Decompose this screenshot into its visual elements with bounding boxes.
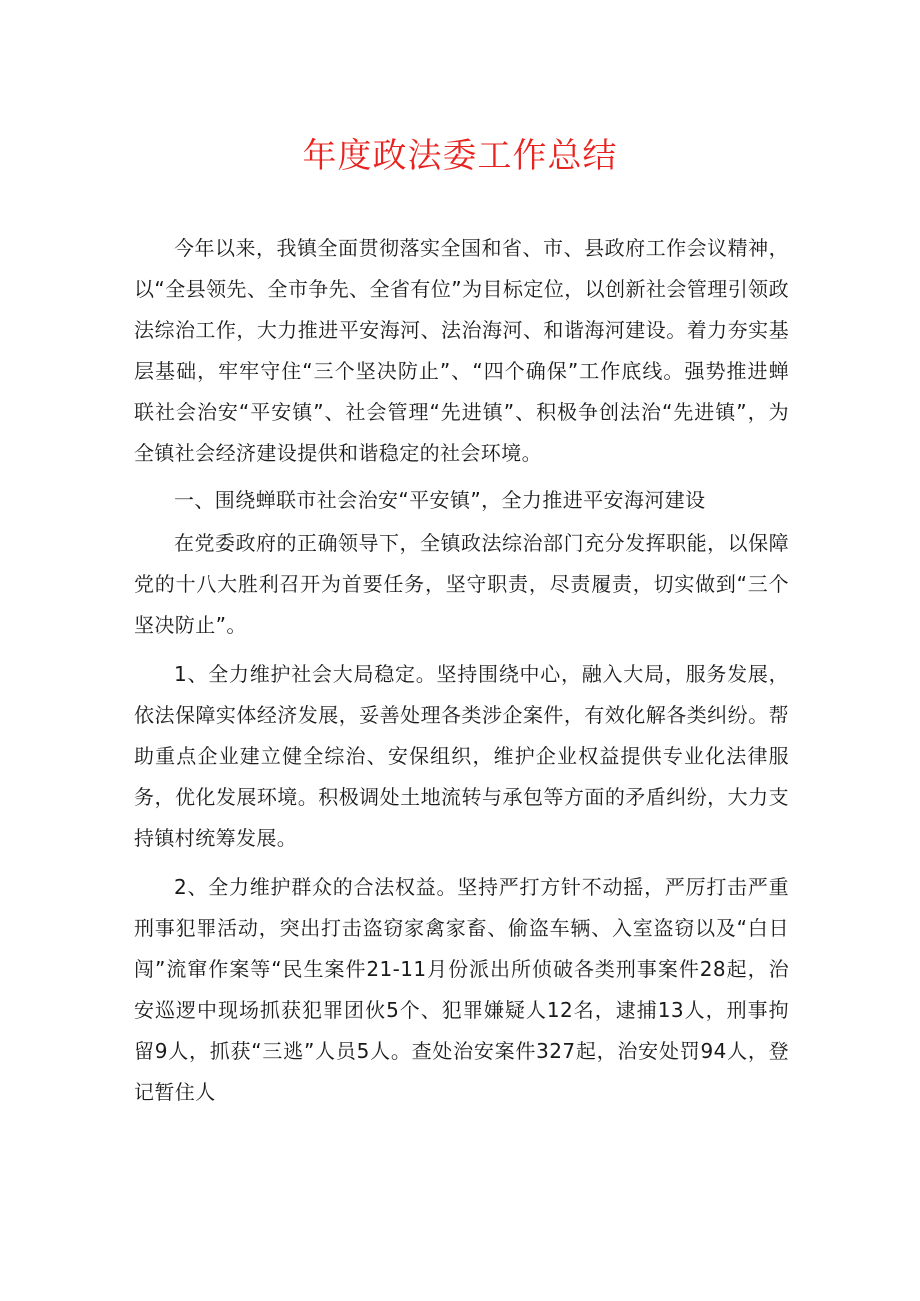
intro-paragraph: 今年以来，我镇全面贯彻落实全国和省、市、县政府工作会议精神，以“全县领先、全市争先、全省有位”为目标定位，以创新社会管理引领政法综治工作，大力推进平安海河、法治海河、和谐海河建设。着力夯实基层基础，牢牢守住“三个坚决防止”、“四个确保”工作底线。强势推进蝉联社会治安“平安镇”、社会管理“先进镇”、积极争创法治“先进镇”，为全镇社会经济建设提供和谐稳定的社会环境。 bbox=[134, 236, 789, 465]
document-title: 年度政法委工作总结 bbox=[302, 136, 618, 176]
item-1-paragraph: 1、全力维护社会大局稳定。坚持围绕中心，融入大局，服务发展，依法保障实体经济发展，妥善处理各类涉企案件，有效化解各类纠纷。帮助重点企业建立健全综治、安保组织，维护企业权益提供专业化法律服务，优化发展环境。积极调处土地流转与承包等方面的矛盾纠纷，大力支持镇村统筹发展。 bbox=[134, 662, 789, 850]
section-heading: 一、围绕蝉联市社会治安“平安镇”，全力推进平安海河建设 bbox=[174, 488, 706, 512]
document-body bbox=[134, 228, 789, 1113]
item-2-paragraph: 2、全力维护群众的合法权益。坚持严打方针不动摇，严厉打击严重刑事犯罪活动，突出打击盗窃家禽家畜、偷盗车辆、入室盗窃以及“白日闯”流窜作案等“民生案件21-11月份派出所侦破各类刑事案件28起，治安巡逻中现场抓获犯罪团伙5个、犯罪嫌疑人12名，逮捕13人，刑事拘留9人，抓获“三逃”人员5人。查处治安案件327起，治安处罚94人，登记暂住人 bbox=[134, 875, 789, 1104]
section-paragraph: 在党委政府的正确领导下，全镇政法综治部门充分发挥职能，以保障党的十八大胜利召开为首要任务，坚守职责，尽责履责，切实做到“三个坚决防止”。 bbox=[134, 531, 789, 637]
